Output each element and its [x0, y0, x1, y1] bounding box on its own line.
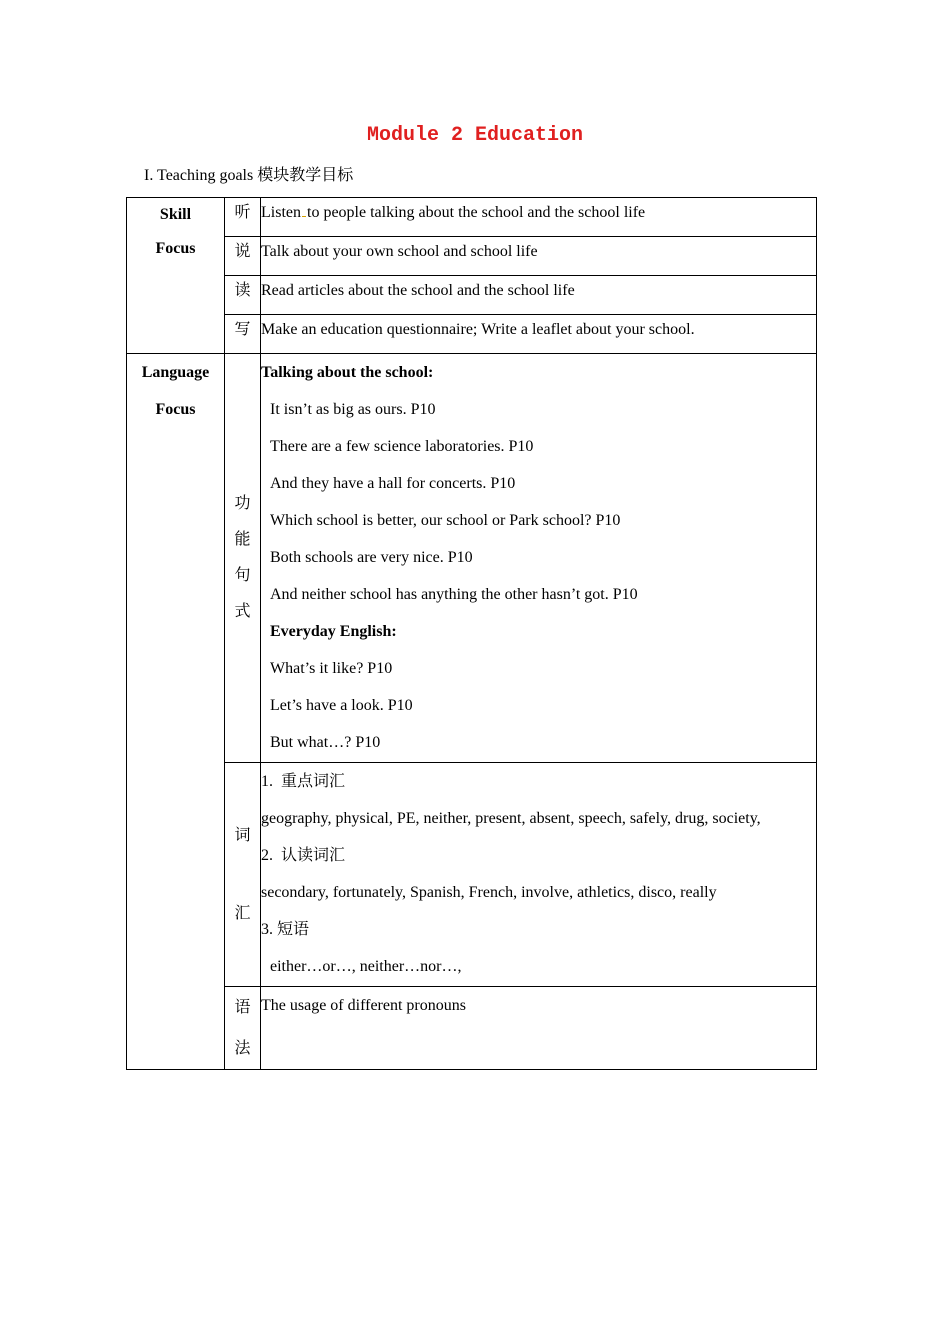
skill-text-part: to people talking about the school and the school life [307, 204, 646, 221]
vocab-phrases: either…or…, neither…nor…, [270, 958, 462, 975]
skill-text-part: Listen [261, 204, 301, 221]
grammar-content [261, 987, 817, 1070]
category-label: Language [141, 364, 210, 381]
vocab-heading: 2. 认读词汇 [261, 847, 346, 864]
skill-label: 说 [225, 237, 261, 276]
table-row [127, 276, 817, 315]
page-title: Module 2 Education [366, 124, 584, 147]
vocab-words: secondary, fortunately, Spanish, French, involve, athletics, disco, really [261, 884, 717, 901]
functions-content [261, 354, 817, 763]
vocab-heading: 1. 重点词汇 [261, 773, 346, 790]
table-row [127, 237, 817, 276]
sentence: Both schools are very nice. P10 [270, 549, 473, 566]
section-heading: I. Teaching goals 模块教学目标 [144, 167, 354, 184]
table-row [127, 987, 817, 1070]
sentence: Let’s have a look. P10 [270, 697, 413, 714]
table-row [127, 763, 817, 987]
grammar-label: 语 法 [225, 987, 261, 1070]
sentence: And they have a hall for concerts. P10 [270, 475, 516, 492]
sentence: But what…? P10 [270, 734, 381, 751]
sentence: There are a few science laboratories. P10 [270, 438, 534, 455]
category-label: Skill [159, 206, 192, 223]
skill-label: 读 [225, 276, 261, 315]
vocab-heading: 3. 短语 [261, 921, 310, 938]
skill-text: Read articles about the school and the school life [261, 276, 817, 315]
skill-focus-category [127, 198, 225, 354]
functions-heading: Talking about the school: [261, 364, 434, 381]
vocab-words: geography, physical, PE, neither, present, absent, speech, safely, drug, society, [261, 810, 761, 827]
category-label: Focus [155, 401, 196, 418]
skill-label: 听 [225, 198, 261, 237]
table-row [127, 198, 817, 237]
table-row [127, 315, 817, 354]
skill-text [261, 198, 817, 237]
sentence: It isn’t as big as ours. P10 [270, 401, 436, 418]
category-label: Focus [155, 240, 196, 257]
skill-text: Talk about your own school and school life [261, 237, 817, 276]
everyday-english-heading: Everyday English: [270, 623, 397, 640]
skill-label: 写 [225, 315, 261, 354]
edit-marker-icon [302, 216, 306, 217]
grammar-text: The usage of different pronouns [261, 997, 466, 1014]
sentence: What’s it like? P10 [270, 660, 393, 677]
teaching-goals-table [126, 197, 817, 1070]
sentence: Which school is better, our school or Park school? P10 [270, 512, 621, 529]
vocabulary-label: 词 汇 [225, 763, 261, 987]
skill-text: Make an education questionnaire; Write a leaflet about your school. [261, 315, 817, 354]
functions-label: 功 能 句 式 [225, 354, 261, 763]
sentence: And neither school has anything the other hasn’t got. P10 [270, 586, 638, 603]
vocabulary-content [261, 763, 817, 987]
table-row [127, 354, 817, 763]
language-focus-category [127, 354, 225, 1070]
